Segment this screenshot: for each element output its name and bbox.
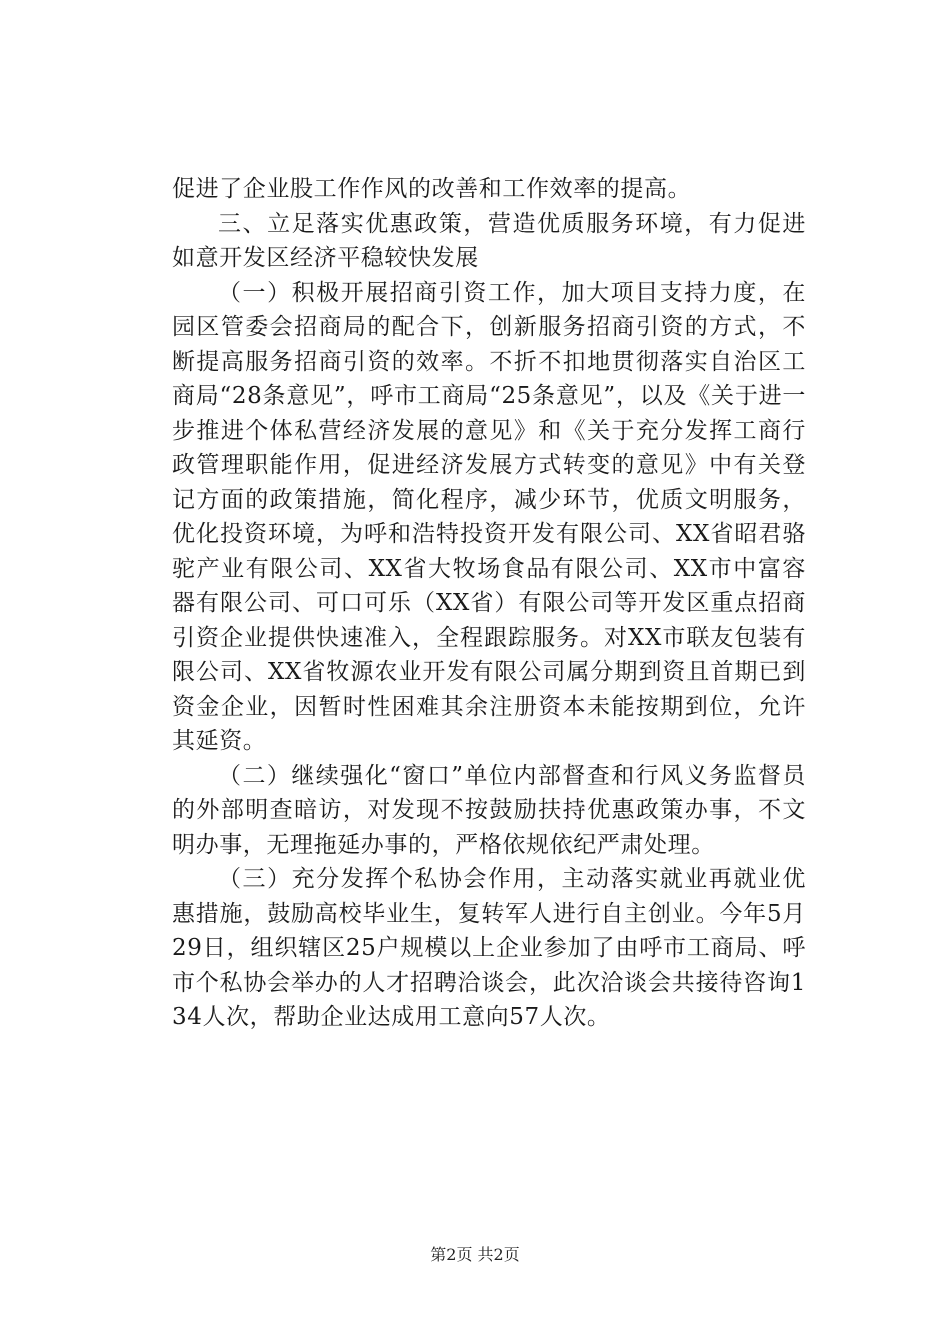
page-number-footer: 第2页 共2页: [430, 1245, 520, 1264]
section-heading-three: 三、立足落实优惠政策，营造优质服务环境，有力促进如意开发区经济平稳较快发展: [172, 210, 806, 271]
paragraph-continuation: 促进了企业股工作作风的改善和工作效率的提高。: [172, 176, 692, 202]
paragraph-item-three: （三）充分发挥个私协会作用，主动落实就业再就业优惠措施，鼓励高校毕业生，复转军人进行自主创业。今年5月29日，组织辖区25户规模以上企业参加了由呼市工商局、呼市个私协会举办的人才招聘洽谈会，此次洽谈会共接待咨询134人次，帮助企业达成用工意向57人次。: [172, 866, 806, 1030]
paragraph-item-two: （二）继续强化“窗口”单位内部督查和行风义务监督员的外部明查暗访，对发现不按鼓励扶持优惠政策办事，不文明办事，无理拖延办事的，严格依规依纪严肃处理。: [172, 762, 806, 858]
paragraph-item-one: （一）积极开展招商引资工作，加大项目支持力度，在园区管委会招商局的配合下，创新服务招商引资的方式，不断提高服务招商引资的效率。不折不扣地贯彻落实自治区工商局“28条意见”，呼市工商局“25条意见”，以及《关于进一步推进个体私营经济发展的意见》和《关于充分发挥工商行政管理职能作用，促进经济发展方式转变的意见》中有关登记方面的政策措施，简化程序，减少环节，优质文明服务，优化投资环境，为呼和浩特投资开发有限公司、XX省昭君骆驼产业有限公司、XX省大牧场食品有限公司、XX市中富容器有限公司、可口可乐（XX省）有限公司等开发区重点招商引资企业提供快速准入，全程跟踪服务。对XX市联友包装有限公司、XX省牧源农业开发有限公司属分期到资且首期已到资金企业，因暂时性困难其余注册资本未能按期到位，允许其延资。: [172, 279, 806, 754]
document-body: [172, 172, 806, 1035]
